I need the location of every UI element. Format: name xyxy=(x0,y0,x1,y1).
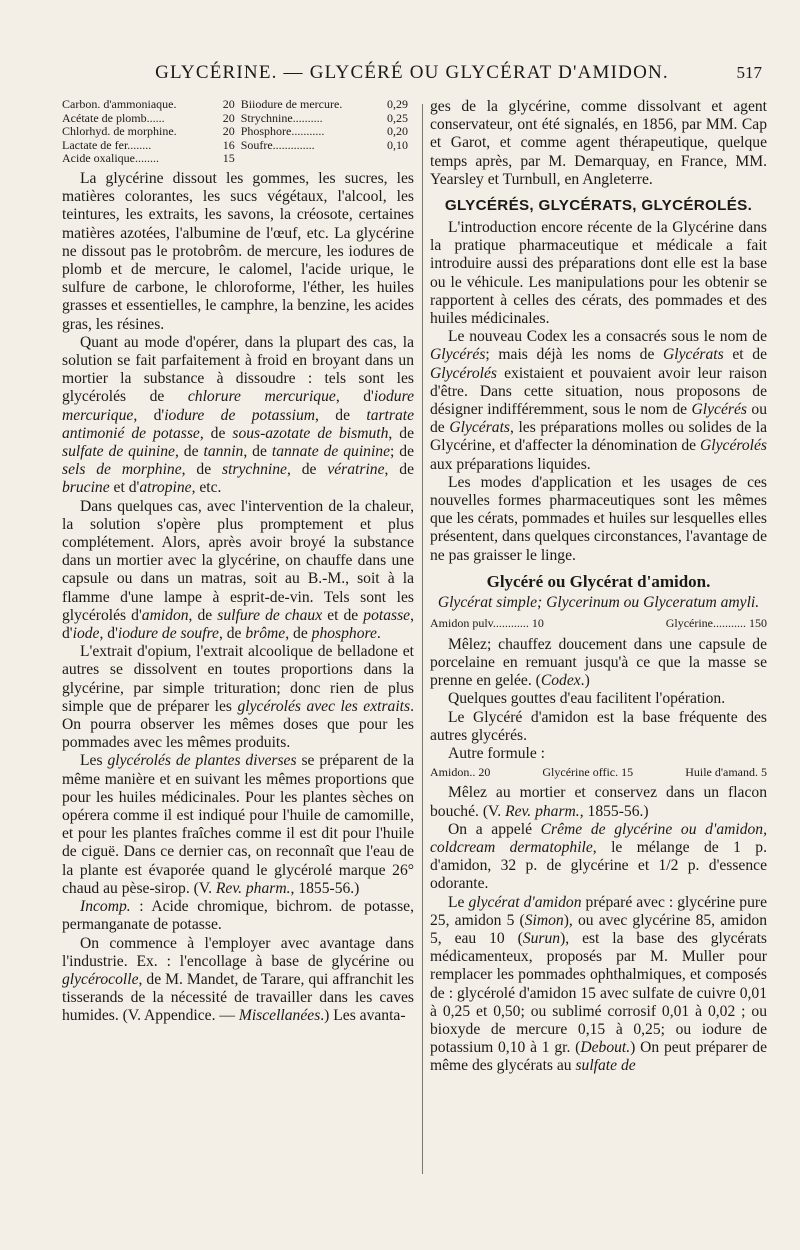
paragraph-chaleur: Dans quelques cas, avec l'intervention de la chaleur, la solution s'opère plus promptement et plus complétement. Alors, après avoir broyé la substance dans un mortier avec la glycérine, on chauffe dans une capsule ou dans un matras, soit au B.-M., soit à la flamme d'une lampe à esprit-de-vin. Tels sont les glycérolés d'amidon, de sulfure de chaux et de potasse, d'iode, d'iodure de soufre, de brôme, de phosphore. xyxy=(62,497,414,643)
value-cell: 0,20 xyxy=(387,124,408,139)
substance-cell: Chlorhyd. de morphine. xyxy=(62,124,177,139)
paragraph-continuation: ges de la glycérine, comme dissolvant et agent conservateur, ont été signalés, en 1856, par MM. Cap et Garot, et comme agent thérapeutique, quelque temps après, par M. Demarquay, en France, MM. Yearsley et Turnbull, en Angleterre. xyxy=(430,98,767,188)
value-cell xyxy=(378,152,414,166)
recipe-autre xyxy=(430,765,767,780)
substance-cell: Carbon. d'ammoniaque. xyxy=(62,97,177,111)
substance-cell: Soufre.............. xyxy=(240,137,315,152)
paragraph-solvents: La glycérine dissout les gommes, les sucres, les matières colorantes, les sucs végétaux, l'alcool, les teintures, les extraits, les savons, la créosote, certaines matières azotées, l'albumine de l'œuf, etc. La glycérine ne dissout pas le protobrôm. de mercure, les iodures de plomb et de mercure, le calomel, l'acide urique, le sulfure de carbone, le chloroforme, l'éther, les huiles grasses et essentielles, le camphre, la benzine, les acides gras, les résines. xyxy=(62,169,414,333)
solubility-row xyxy=(62,125,414,139)
synonyms-line: Glycérat simple; Glycerinum ou Glyceratum amyli. xyxy=(437,593,760,611)
value-cell: 20 xyxy=(222,97,235,111)
recipe-ingredient: Huile d'amand. 5 xyxy=(685,765,767,780)
value-cell: 0,25 xyxy=(387,110,408,125)
substance-cell: Phosphore........... xyxy=(240,124,325,139)
paragraph-introduction: L'introduction encore récente de la Glycérine dans la pratique pharmaceutique et médicale a fait introduire aussi des préparations dont elle est la base ou le véhicule. Les manipulations pour les obtenir se rapportent à celles des cérats, des pommades et des huiles médicinales. xyxy=(430,219,767,328)
recipe-ingredient: Amidon.. 20 xyxy=(430,765,491,780)
paragraph-industrie: On commence à l'employer avec avantage dans l'industrie. Ex. : l'encollage à base de glycérine ou glycérocolle, de M. Mandet, de Tarare, qui affranchit les tisserands de la nécessité de travailler dans les caves humides. (V. Appendice. — Miscellanées.) Les avanta- xyxy=(62,934,414,1025)
recipe-codex xyxy=(430,616,767,631)
substance-cell: Acide oxalique........ xyxy=(62,151,159,166)
paragraph-modes-application: Les modes d'application et les usages de ces nouvelles formes pharmaceutiques sont les mêmes que les cérats, pommades et huiles sur lesquelles elles présentent, dans quelques circonstances, l'avantage de ne pas graisser le linge. xyxy=(430,473,767,564)
value-cell: 15 xyxy=(222,151,235,166)
paragraph-glycerat-amidon: Le glycérat d'amidon préparé avec : glycérine pure 25, amidon 5 (Simon), ou avec glycérine 85, amidon 5, eau 10 (Surun), est la base des glycérats médicamenteux, proposés par M. Muller pour remplacer les pommades ophthalmiques, et composés de : glycérolé d'amidon 15 avec sulfate de cuivre 0,01 à 0,25 et 0,50; ou sublimé corrosif 0,01 à 0,02 ; ou bioxyde de mercure 0,15 à 0,25; ou iodure de potassium 0,10 à 1 gr. (Debout.) On peut préparer de même des glycérats au sulfate de xyxy=(430,893,767,1075)
substance-cell: Acétate de plomb...... xyxy=(62,110,165,125)
value-cell: 20 xyxy=(222,124,235,139)
recipe-ingredient: Amidon pulv............ xyxy=(430,615,529,630)
substance-cell: Biiodure de mercure. xyxy=(240,97,343,111)
recipe-quantity: 10 xyxy=(531,615,544,630)
solubility-row xyxy=(62,152,414,166)
paragraph-mode-operer: Quant au mode d'opérer, dans la plupart des cas, la solution se fait parfaitement à froid en broyant dans un mortier la substance à dissoudre : tels sont les glycérolés de chlorure mercurique, d'iodure mercurique, d'iodure de potassium, de tartrate antimonié de potasse, de sous-azotate de bismuth, de sulfate de quinine, de tannin, de tannate de quinine; de sels de morphine, de strychnine, de vératrine, de brucine et d'atropine, etc. xyxy=(62,333,415,497)
paragraph-extraits: L'extrait d'opium, l'extrait alcoolique de belladone et autres se dissolvent en toutes proportions dans la glycérine, par simple trituration; donc rien de plus simple que de préparer les glycérolés avec les extraits. On pourra observer les mêmes doses que pour les pommades avec les mêmes produits. xyxy=(62,643,414,752)
section-heading-glyceres: GLYCÉRÉS, GLYCÉRATS, GLYCÉROLÉS. xyxy=(444,197,753,215)
paragraph-gouttes: Quelques gouttes d'eau facilitent l'opération. xyxy=(448,690,726,708)
paragraph-autre-formule: Autre formule : xyxy=(448,745,545,763)
value-cell: 16 xyxy=(222,137,235,152)
paragraph-base: Le Glycéré d'amidon est la base fréquente des autres glycérés. xyxy=(430,708,767,744)
solubility-row xyxy=(62,112,414,126)
substance-cell: Strychnine.......... xyxy=(240,110,323,125)
page-number: 517 xyxy=(736,63,762,82)
value-cell: 20 xyxy=(222,110,235,125)
substance-cell xyxy=(241,152,378,166)
page-title: GLYCÉRINE. — GLYCÉRÉ OU GLYCÉRAT D'AMIDON. xyxy=(155,62,669,83)
paragraph-creme: On a appelé Crême de glycérine ou d'amidon, coldcream dermatophile, le mélange de 1 p. d'amidon, 32 p. de glycérine et 1/2 p. d'essence odorante. xyxy=(430,820,767,893)
left-column xyxy=(62,98,414,1026)
substance-cell: Lactate de fer........ xyxy=(62,137,152,152)
solubility-row xyxy=(62,98,414,112)
solubility-row xyxy=(62,139,414,153)
paragraph-melez: Mêlez; chauffez doucement dans une capsule de porcelaine en remuant jusqu'à ce que la masse se prenne en gelée. (Codex.) xyxy=(430,635,767,690)
column-divider xyxy=(422,104,423,1174)
value-cell: 0,10 xyxy=(387,137,408,152)
right-column xyxy=(430,98,767,1076)
solubility-table xyxy=(62,98,414,166)
paragraph-mortier: Mêlez au mortier et conservez dans un flacon bouché. (V. Rev. pharm., 1855-56.) xyxy=(430,784,767,820)
recipe-quantity: 150 xyxy=(749,615,767,630)
recipe-ingredient: Glycérine........... xyxy=(665,615,746,630)
running-head xyxy=(62,62,762,86)
paragraph-plantes: Les glycérolés de plantes diverses se préparent de la même manière et en suivant les mêmes proportions que pour les huiles médicinales. Pour les plantes sèches on opérera comme il est indiqué pour l'huile de camomille, et pour les plantes fraîches comme il est dit pour l'huile de ciguë. Dans ce dernier cas, on reconnaît que l'eau de la plante est évaporée quand le glycérolé marque 26° chaud au pèse-sirop. (V. Rev. pharm., 1855-56.) xyxy=(62,752,414,897)
recipe-ingredient: Glycérine offic. 15 xyxy=(542,765,634,780)
value-cell: 0,29 xyxy=(387,97,408,111)
paragraph-incompatibles: Incomp. : Acide chromique, bichrom. de potasse, permanganate de potasse. xyxy=(62,898,414,934)
subsection-heading-glycere-amidon: Glycéré ou Glycérat d'amidon. xyxy=(486,571,711,591)
paragraph-codex: Le nouveau Codex les a consacrés sous le nom de Glycérés; mais déjà les noms de Glycérats et de Glycérolés existaient et pouvaient avoir leur raison d'être. Dans cette situation, nous proposons de désigner indifféremment, sous le nom de Glycérés ou de Glycérats, les préparations molles ou solides de la Glycérine, et d'affecter la dénomination de Glycérolés aux préparations liquides. xyxy=(430,328,768,473)
